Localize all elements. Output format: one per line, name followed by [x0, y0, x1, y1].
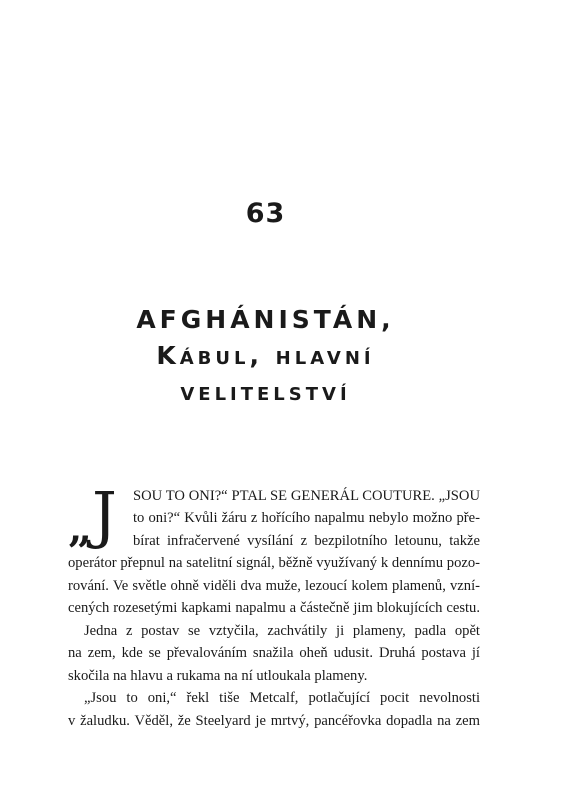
body-line-11: v žaludku. Věděl, že Steelyard je mrtvý, pancéřovka dopadla na zem: [68, 713, 480, 729]
body-line-7: Jedna z postav se vztyčila, zachvátily ji plameny, padla opět: [84, 623, 480, 639]
body-line-8: na zem, kde se převalováním snažila oheň udusit. Druhá postava jí: [68, 645, 480, 661]
body-line-4: operátor přepnul na satelitní signál, běžně využívaný k dennímu pozo-: [68, 555, 480, 571]
body-line-5: rování. Ve světle ohně viděli dva muže, lezoucí kolem plamenů, vzní-: [68, 578, 480, 594]
body-line-6: cených rozesetými kapkami napalmu a částečně jim blokujících cestu.: [68, 600, 480, 616]
drop-cap-quote: „: [68, 503, 93, 552]
chapter-title: [0, 302, 531, 410]
chapter-title-line-3: velitelství: [180, 377, 351, 406]
chapter-title-line-1: AFGHÁNISTÁN,: [136, 305, 395, 334]
body-line-9: skočila na hlavu a rukama na ní utloukala plameny.: [68, 668, 368, 684]
body-line-1: SOU TO ONI?“ PTAL SE GENERÁL COUTURE. „JSOU: [133, 488, 480, 504]
chapter-number: 63: [245, 198, 286, 229]
body-line-10: „Jsou to oni,“ řekl tiše Metcalf, potlačující pocit nevolnosti: [84, 690, 480, 706]
chapter-title-line-2: Kábul, hlavní: [156, 341, 375, 370]
body-line-2: to oni?“ Kvůli žáru z hořícího napalmu nebylo možno pře-: [133, 510, 480, 526]
body-line-3: bírat infračervené vysílání z bezpilotního letounu, takže: [133, 533, 480, 549]
drop-cap-letter: J: [92, 478, 117, 551]
